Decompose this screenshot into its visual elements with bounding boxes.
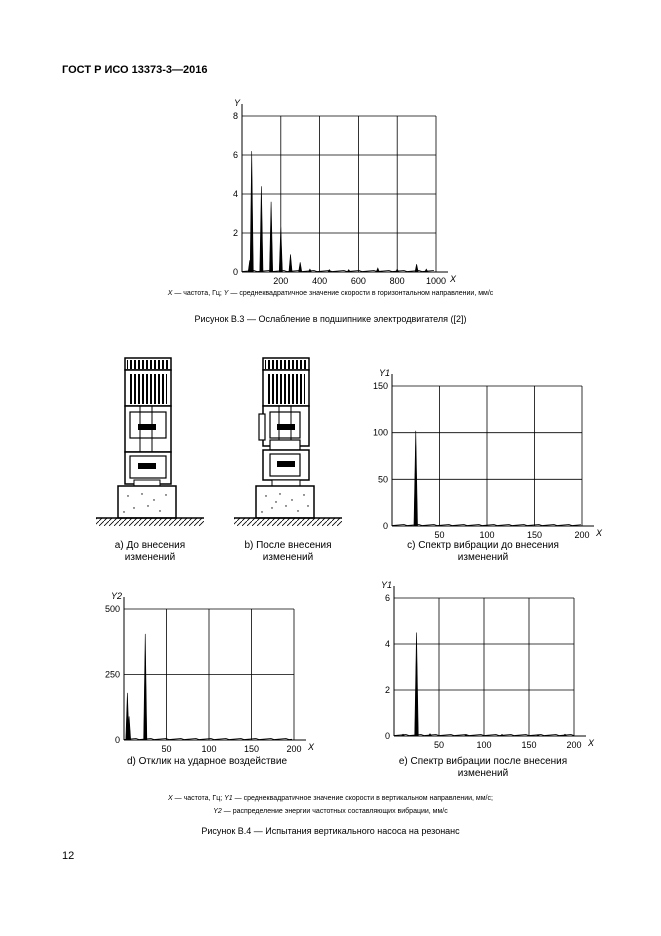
legend-x-symbol: X xyxy=(168,795,173,802)
y-tick-label: 250 xyxy=(104,669,120,680)
spectrum-peak xyxy=(376,268,379,272)
x-axis-label: X xyxy=(596,528,603,538)
subcaption-a-line1: а) До внесения xyxy=(114,540,186,551)
spectrum-peak xyxy=(563,734,567,736)
subcaption-c-line2: изменений xyxy=(457,552,509,563)
y-tick-label: 8 xyxy=(232,111,238,121)
spectrum-peak xyxy=(144,634,147,740)
spectrum-baseline xyxy=(392,525,581,526)
subcaption-b xyxy=(222,540,354,564)
x-axis-label: X xyxy=(450,274,457,284)
chart-c xyxy=(360,366,603,540)
subcaption-b-line1: b) После внесения xyxy=(244,540,332,551)
x-tick-label: 100 xyxy=(476,740,492,750)
x-tick-label: 200 xyxy=(574,530,590,540)
chart-d xyxy=(96,588,326,753)
legend-y2-text: — распределение энергии частотных составляющих вибрации, мм/с xyxy=(221,808,448,815)
x-tick-label: 150 xyxy=(526,530,543,540)
y-axis-label: Y1 xyxy=(380,580,392,590)
subcaption-a xyxy=(84,540,216,564)
x-tick-label: 200 xyxy=(273,276,289,286)
document-header: ГОСТ Р ИСО 13373-3—2016 xyxy=(62,64,208,76)
y-tick-label: 4 xyxy=(232,189,238,199)
x-tick-label: 200 xyxy=(286,744,302,754)
subcaption-c-line1: с) Спектр вибрации до внесения xyxy=(407,540,559,551)
y-axis-label: Y2 xyxy=(110,591,122,601)
chart-e xyxy=(362,578,600,753)
spectrum-peak xyxy=(250,151,253,272)
x-tick-label: 50 xyxy=(161,744,172,754)
page-number: 12 xyxy=(62,850,75,862)
legend-y1-text: — среднеквадратичное значение скорости в вертикальном направлении, мм/с; xyxy=(232,795,493,802)
x-tick-label: 50 xyxy=(433,740,445,750)
y-tick-label: 150 xyxy=(372,381,388,391)
legend-y-symbol: Y xyxy=(223,290,229,297)
x-tick-label: 600 xyxy=(350,276,366,286)
spectrum-peak xyxy=(299,262,302,272)
y-tick-label: 0 xyxy=(114,735,120,745)
spectrum-peak xyxy=(415,633,419,737)
y-tick-label: 6 xyxy=(384,593,390,603)
spectrum-peak xyxy=(425,269,428,272)
spectrum-peak xyxy=(328,270,331,272)
x-tick-label: 50 xyxy=(434,530,445,540)
chart-b3 xyxy=(222,92,472,284)
legend-b3 xyxy=(60,290,601,297)
spectrum-peak xyxy=(270,202,273,272)
y-tick-label: 500 xyxy=(104,604,120,614)
figure-caption-b4: Рисунок В.4 — Испытания вертикального насоса на резонанс xyxy=(201,826,460,836)
spectrum-peak xyxy=(308,269,311,272)
spectrum-peak xyxy=(347,270,350,272)
x-tick-label: 100 xyxy=(479,530,495,540)
figure-caption-b3: Рисунок В.3 — Ослабление в подшипнике электродвигателя ([2]) xyxy=(194,314,467,324)
y-tick-label: 0 xyxy=(232,267,238,277)
x-tick-label: 1000 xyxy=(425,276,447,286)
y-tick-label: 0 xyxy=(382,521,388,531)
y-tick-label: 2 xyxy=(232,228,238,238)
y-axis-label: Y1 xyxy=(378,368,390,378)
x-tick-label: 800 xyxy=(389,276,405,286)
y-axis-label: Y xyxy=(233,98,240,108)
subcaption-a-line2: изменений xyxy=(124,552,176,563)
subcaption-e-line1: е) Спектр вибрации после внесения xyxy=(398,756,568,767)
subcaption-c xyxy=(370,540,596,564)
y-tick-label: 50 xyxy=(377,474,388,485)
legend-x-text: — частота, Гц; xyxy=(172,290,224,297)
spectrum-peak xyxy=(415,264,418,272)
legend-y2-symbol: Y2 xyxy=(213,808,222,815)
subcaption-d xyxy=(92,756,322,768)
legend-y-text: — среднеквадратичное значение скорости в горизонтальном направлении, мм/с xyxy=(228,290,494,297)
legend-b4-line2 xyxy=(60,808,601,815)
spectrum-peak xyxy=(260,186,263,272)
legend-x-text: — частота, Гц; xyxy=(172,795,225,802)
spectrum-peak xyxy=(428,734,432,736)
spectrum-peak xyxy=(500,734,504,736)
legend-y1-symbol: Y1 xyxy=(224,795,233,802)
legend-b4-line1 xyxy=(60,795,601,802)
spectrum-peak xyxy=(396,269,399,272)
spectrum-peak xyxy=(414,431,418,526)
x-tick-label: 150 xyxy=(243,744,260,754)
x-tick-label: 400 xyxy=(312,276,328,286)
y-tick-label: 0 xyxy=(384,731,390,741)
subcaption-e-line2: изменений xyxy=(457,768,509,779)
pump-drawing-before xyxy=(94,356,206,536)
subcaption-d-line1: d) Отклик на ударное воздействие xyxy=(126,756,288,767)
subcaption-e xyxy=(370,756,596,780)
x-tick-label: 200 xyxy=(566,740,582,750)
y-tick-label: 100 xyxy=(372,427,388,438)
legend-x-symbol: X xyxy=(167,290,173,297)
x-tick-label: 100 xyxy=(201,744,217,754)
y-tick-label: 4 xyxy=(384,639,390,649)
spectrum-peak xyxy=(279,227,282,272)
pump-drawing-after xyxy=(232,356,344,536)
spectrum-baseline xyxy=(124,739,292,740)
x-axis-label: X xyxy=(588,738,595,748)
y-tick-label: 2 xyxy=(384,685,390,695)
x-axis-label: X xyxy=(308,742,315,752)
x-tick-label: 150 xyxy=(521,740,537,750)
y-tick-label: 6 xyxy=(232,150,238,160)
spectrum-peak xyxy=(289,254,292,272)
subcaption-b-line2: изменений xyxy=(262,552,314,563)
